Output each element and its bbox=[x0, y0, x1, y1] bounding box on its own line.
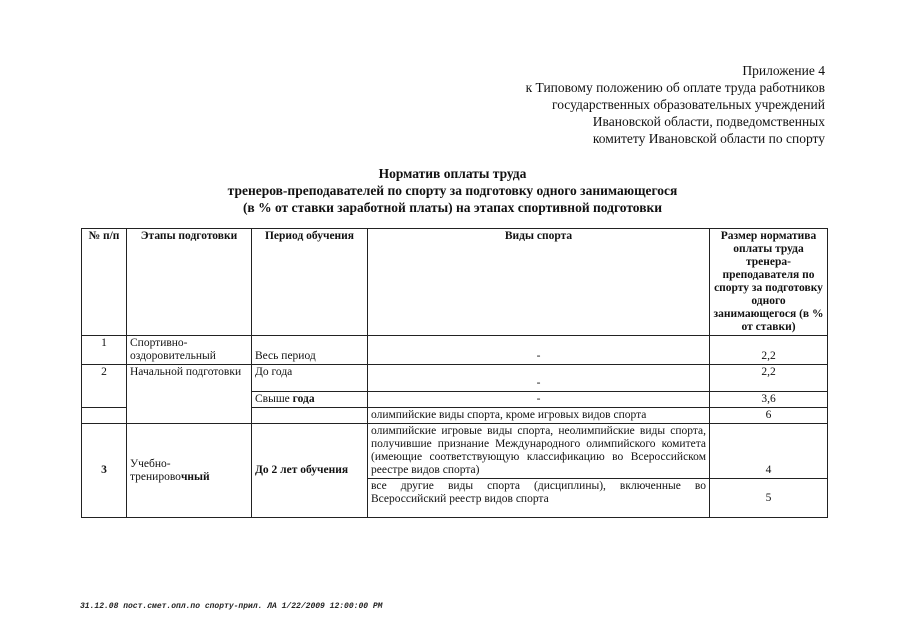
appendix-header bbox=[526, 62, 825, 147]
row-number: 2 bbox=[82, 365, 127, 408]
row-period-empty bbox=[252, 408, 368, 424]
row-rate: 6 bbox=[710, 408, 828, 424]
row-number-empty bbox=[82, 408, 127, 424]
appendix-ref-line: комитету Ивановской области по спорту bbox=[592, 131, 825, 146]
row-number: 3 bbox=[82, 424, 127, 518]
norm-table bbox=[81, 228, 828, 518]
row-period: До года bbox=[252, 365, 368, 392]
row-stage: Начальной подготовки bbox=[127, 365, 252, 424]
title-line: тренеров-преподавателей по спорту за подготовку одного занимающегося bbox=[227, 183, 678, 198]
row-period: Свыше года bbox=[252, 392, 368, 408]
row-sports: - bbox=[368, 392, 710, 408]
row-rate: 3,6 bbox=[710, 392, 828, 408]
row-number: 1 bbox=[82, 336, 127, 365]
header-rate: Размер норматива оплаты труда тренера-преподавателя по спорту за подготовку одного занимающегося (в % от ставки) bbox=[710, 229, 828, 336]
row-sports: олимпийские игровые виды спорта, неолимпийские виды спорта, получившие признание Международного олимпийского комитета (имеющие соответствующую классификацию во Всероссийском реестре видов спорта) bbox=[368, 424, 710, 479]
row-period: Весь период bbox=[252, 336, 368, 365]
title-line: Норматив оплаты труда bbox=[378, 166, 527, 181]
appendix-ref-line: Ивановской области, подведомственных bbox=[592, 114, 825, 129]
row-sports: - bbox=[368, 336, 710, 365]
row-rate: 4 bbox=[710, 424, 828, 479]
row-period: До 2 лет обучения bbox=[252, 424, 368, 518]
row-stage: Спортивно-оздоровительный bbox=[127, 336, 252, 365]
row-sports: - bbox=[368, 365, 710, 392]
row-sports: все другие виды спорта (дисциплины), включенные во Всероссийский реестр видов спорта bbox=[368, 479, 710, 518]
footer-file-stamp: 31.12.08 пост.смет.опл.по спорту-прил. ЛА 1/22/2009 12:00:00 PM bbox=[80, 602, 383, 611]
table-row bbox=[82, 365, 828, 392]
appendix-number: Приложение 4 bbox=[742, 63, 825, 78]
row-rate: 2,2 bbox=[710, 365, 828, 392]
table-header-row bbox=[82, 229, 828, 336]
table-row bbox=[82, 336, 828, 365]
header-number: № п/п bbox=[82, 229, 127, 336]
row-stage: Учебно- тренировочный bbox=[127, 424, 252, 518]
header-sports: Виды спорта bbox=[368, 229, 710, 336]
appendix-ref-line: к Типовому положению об оплате труда работников bbox=[525, 80, 825, 95]
row-rate: 5 bbox=[710, 479, 828, 518]
appendix-ref-line: государственных образовательных учреждений bbox=[552, 97, 825, 112]
document-title bbox=[0, 165, 905, 216]
title-line: (в % от ставки заработной платы) на этапах спортивной подготовки bbox=[242, 200, 663, 215]
row-rate: 2,2 bbox=[710, 336, 828, 365]
header-period: Период обучения bbox=[252, 229, 368, 336]
table-row bbox=[82, 424, 828, 479]
header-stage: Этапы подготовки bbox=[127, 229, 252, 336]
row-sports: олимпийские виды спорта, кроме игровых видов спорта bbox=[368, 408, 710, 424]
